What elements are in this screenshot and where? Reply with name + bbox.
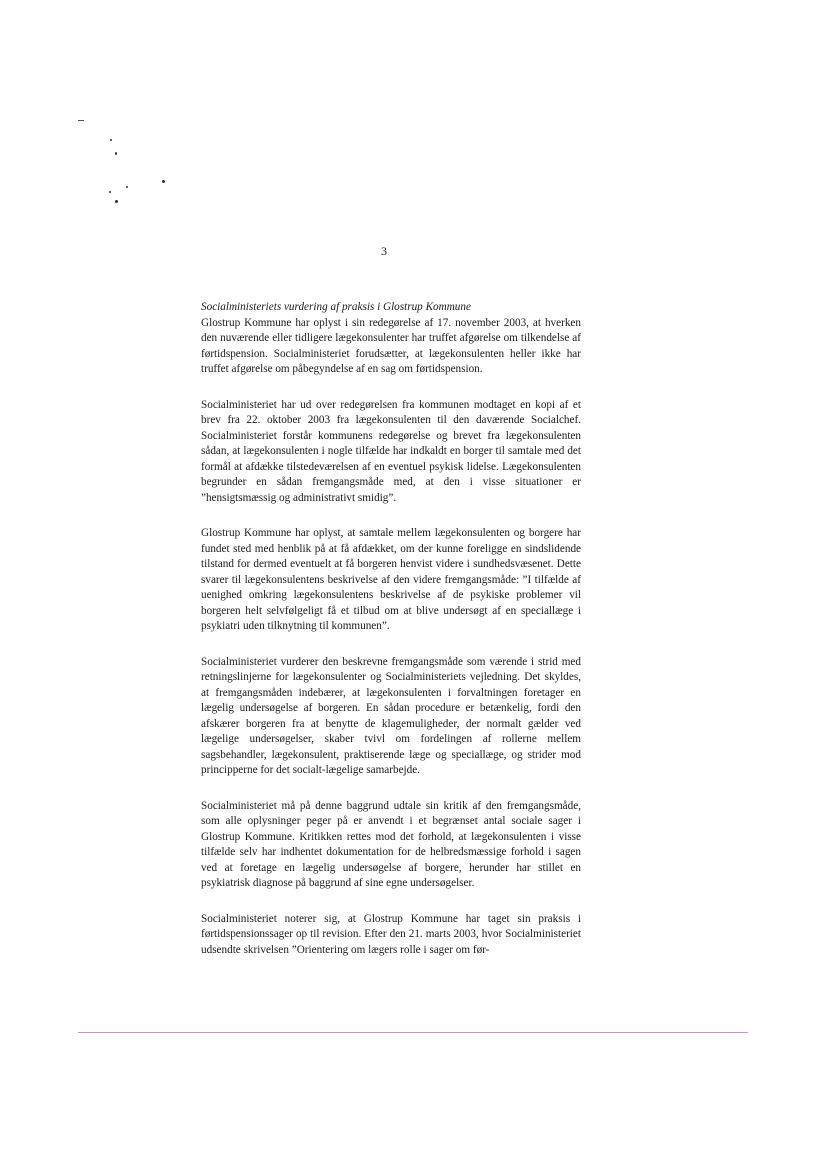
scan-mark [162,180,165,183]
document-body [201,300,581,978]
paragraph: Socialministeriet har ud over redegørelsen fra kommunen modtaget en kopi af et brev fra 22. oktober 2003 fra lægekonsulenten til den daværende Socialchef. Socialministeriet forstår kommunens redegørelse og brevet fra lægekonsulenten sådan, at lægekonsulenten i nogle tilfælde har indkaldt en borger til samtale med det formål at afdække tilstedeværelsen af en eventuel psykisk lidelse. Lægekonsulenten begrunder en sådan fremgangsmåde med, at den i visse situationer er ”hensigtsmæssig og administrativt smidig”. [201,398,581,504]
scan-mark [110,139,112,141]
page-divider [78,1032,748,1033]
scan-mark [115,152,117,155]
section-heading: Socialministeriets vurdering af praksis i Glostrup Kommune [201,301,471,313]
paragraph: Glostrup Kommune har oplyst i sin redegørelse af 17. november 2003, at hverken den nuværende eller tidligere lægekonsulenter har truffet afgørelse om tilkendelse af førtidspension. Socialministeriet forudsætter, at lægekonsulenten heller ikke har truffet afgørelse om påbegyndelse af en sag om førtidspension. [201,316,581,375]
page-number: 3 [381,244,387,258]
scan-mark [115,200,118,203]
paragraph: Socialministeriet vurderer den beskrevne fremgangsmåde som værende i strid med retningslinjerne for lægekonsulenter og Socialministeriets vejledning. Det skyldes, at fremgangsmåden indebærer, at lægekonsulenten i forvaltningen foretager en lægelig undersøgelse af borgeren. En sådan procedure er betænkelig, fordi den afskærer borgeren fra at benytte de klagemuligheder, der normalt gælder ved lægelige undersøgelser, skaber tvivl om fordelingen af rollerne mellem sagsbehandler, lægekonsulent, praktiserende læge og speciallæge, og strider mod principperne for det socialt-lægelige samarbejde. [201,655,581,776]
paragraph: Glostrup Kommune har oplyst, at samtale mellem lægekonsulenten og borgere har fundet sted med henblik på at få afdækket, om der kunne foreligge en sindslidende tilstand for dermed eventuelt at få borgeren henvist videre i sundhedsvæsenet. Dette svarer til lægekonsulentens beskrivelse af den videre fremgangsmåde: ”I tilfælde af uenighed omkring lægekonsulentens beskrivelse af de psykiske problemer vil borgeren helt selvfølgeligt få et tilbud om at blive undersøgt af en speciallæge i psykiatri uden tilknytning til kommunen”. [201,527,581,632]
scan-mark [126,186,128,188]
paragraph: Socialministeriet må på denne baggrund udtale sin kritik af den fremgangsmåde, som alle oplysninger peger på er anvendt i et begrænset antal sociale sager i Glostrup Kommune. Kritikken rettes mod det forhold, at lægekonsulenten i visse tilfælde selv har indhentet dokumentation for de helbredsmæssige forhold i sagen ved at foretage en lægelig undersøgelse af borgere, herunder har stillet en psykiatrisk diagnose på baggrund af sine egne undersøgelser. [201,799,581,889]
paragraph: Socialministeriet noterer sig, at Glostrup Kommune har taget sin praksis i førtidspensionssager op til revision. Efter den 21. marts 2003, hvor Socialministeriet udsendte skrivelsen ”Orientering om lægers rolle i sager om før- [201,912,581,956]
scan-mark [109,191,111,193]
scan-mark [78,120,84,121]
